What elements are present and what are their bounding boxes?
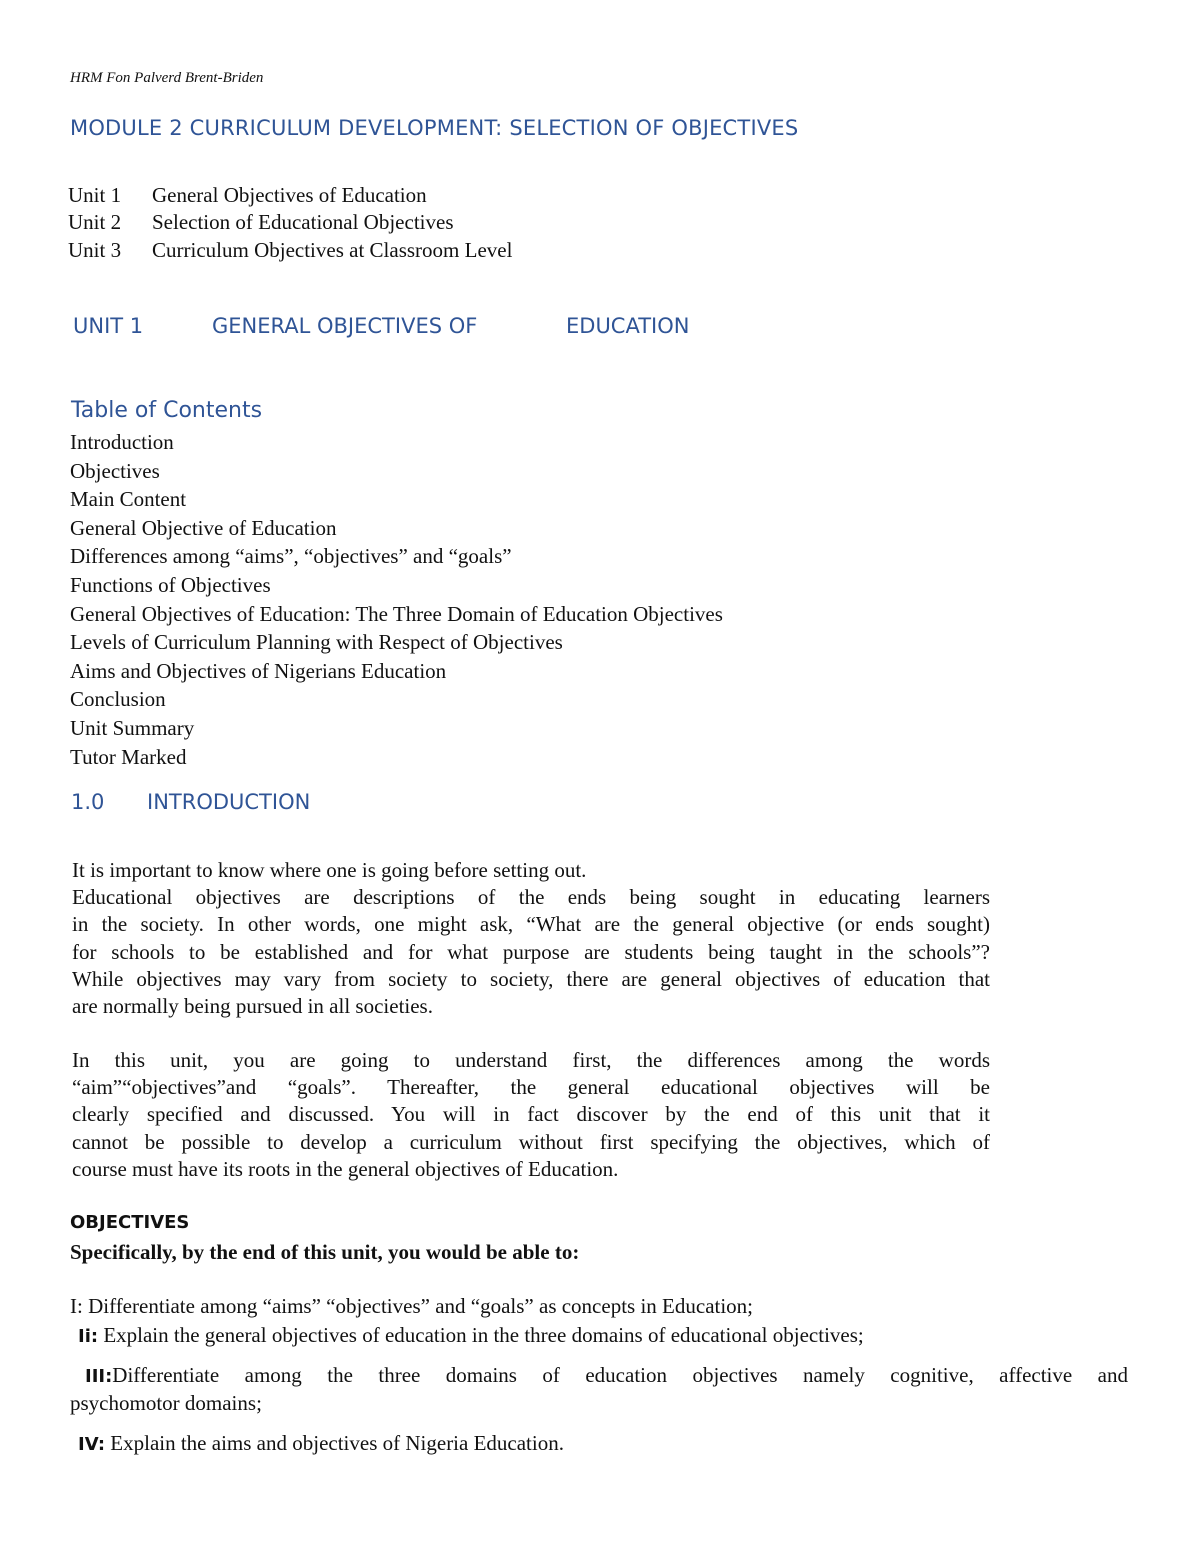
objectives-intro: Specifically, by the end of this unit, you would be able to: [70,1240,580,1264]
unit-list-item [68,210,454,235]
unit1-heading-number: UNIT 1 [73,314,144,338]
unit1-heading-title-end: EDUCATION [566,314,690,338]
toc-item: Differences among “aims”, “objectives” and “goals” [70,544,512,569]
objective-text: Explain the general objectives of education in the three domains of educational objectives; [98,1323,864,1347]
introduction-paragraph-1 [72,857,990,1020]
objectives-label: OBJECTIVES [70,1212,190,1233]
unit-number: Unit 3 [68,238,122,262]
paragraph-line: In this unit, you are going to understand first, the differences among the words [72,1048,990,1072]
objective-marker: Ii: [78,1326,99,1347]
paragraph-line: for schools to be established and for what purpose are students being taught in the schools”? [72,939,990,964]
objective-item [78,1323,864,1348]
introduction-heading [71,790,310,814]
objective-item [85,1363,1128,1388]
paragraph-line: course must have its roots in the general objectives of Education. [72,1156,619,1181]
module-title: MODULE 2 CURRICULUM DEVELOPMENT: SELECTION OF OBJECTIVES [70,116,799,140]
unit1-heading [73,314,689,338]
unit-list-item [68,238,512,263]
paragraph-line: It is important to know where one is going before setting out. [72,858,587,882]
objective-marker: IV: [78,1434,106,1455]
objective-text: Differentiate among the three domains of education objectives namely cognitive, affective and [112,1363,1128,1387]
objective-item [70,1294,753,1319]
unit-number: Unit 2 [68,210,122,234]
unit-title: Curriculum Objectives at Classroom Level [152,238,513,262]
toc-item: Unit Summary [70,715,195,740]
unit1-heading-title: GENERAL OBJECTIVES OF [212,314,478,338]
objective-marker: III: [85,1366,113,1387]
unit-list-item [68,183,427,208]
unit-title: Selection of Educational Objectives [152,210,454,234]
toc-item: Introduction [70,430,174,454]
introduction-paragraph-2 [72,1047,990,1183]
objective-marker: I: [70,1294,83,1318]
toc-list [70,428,723,771]
objective-text: Explain the aims and objectives of Nigeria Education. [105,1431,564,1455]
running-header: HRM Fon Palverd Brent-Briden [70,70,264,86]
paragraph-line: “aim”“objectives”and “goals”. Thereafter, the general educational objectives will be [72,1075,990,1100]
toc-item: Aims and Objectives of Nigerians Education [70,658,447,683]
paragraph-line: While objectives may vary from society to society, there are general objectives of education that [72,966,990,991]
toc-item: General Objective of Education [70,515,337,540]
introduction-title: INTRODUCTION [147,790,311,814]
unit-number: Unit 1 [68,183,122,207]
toc-item: General Objectives of Education: The Three Domain of Education Objectives [70,601,723,626]
toc-item: Functions of Objectives [70,572,271,597]
objective-item-continuation: psychomotor domains; [70,1391,262,1415]
paragraph-line: cannot be possible to develop a curriculum without first specifying the objectives, which of [72,1129,990,1154]
paragraph-line: Educational objectives are descriptions of the ends being sought in educating learners [72,885,990,910]
paragraph-line: in the society. In other words, one might ask, “What are the general objective (or ends sought) [72,912,990,937]
toc-item: Conclusion [70,687,166,712]
unit-title: General Objectives of Education [152,183,427,207]
paragraph-line: clearly specified and discussed. You will in fact discover by the end of this unit that it [72,1102,990,1127]
introduction-number: 1.0 [71,790,105,814]
toc-item: Tutor Marked [70,744,187,769]
toc-item: Main Content [70,487,187,512]
objective-item [78,1431,564,1456]
objective-text: Differentiate among “aims” “objectives” and “goals” as concepts in Education; [82,1294,754,1318]
toc-item: Objectives [70,458,160,483]
toc-item: Levels of Curriculum Planning with Respect of Objectives [70,630,563,655]
paragraph-line: are normally being pursued in all societies. [72,993,433,1018]
toc-title: Table of Contents [71,398,263,423]
